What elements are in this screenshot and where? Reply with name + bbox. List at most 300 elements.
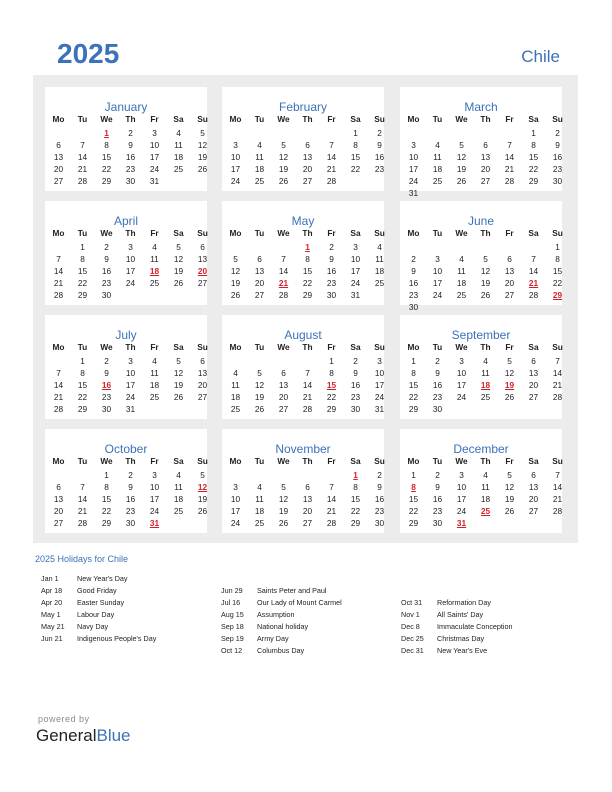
day-cell[interactable]: 18 — [173, 152, 184, 162]
day-cell[interactable]: 26 — [230, 290, 241, 300]
day-cell[interactable]: 7 — [56, 254, 61, 264]
day-cell[interactable]: 21 — [53, 278, 64, 288]
day-cell[interactable]: 27 — [278, 404, 289, 414]
day-cell[interactable]: 3 — [435, 254, 440, 264]
day-cell[interactable]: 19 — [173, 266, 184, 276]
day-cell[interactable]: 5 — [507, 356, 512, 366]
day-cell[interactable]: 8 — [104, 482, 109, 492]
day-cell[interactable]: 23 — [125, 506, 136, 516]
day-cell[interactable]: 18 — [480, 494, 491, 504]
day-cell[interactable]: 12 — [504, 368, 515, 378]
day-cell[interactable]: 15 — [408, 380, 419, 390]
day-cell[interactable]: 11 — [457, 266, 466, 276]
day-cell[interactable]: 15 — [101, 152, 112, 162]
day-cell[interactable]: 7 — [80, 140, 85, 150]
day-cell[interactable]: 4 — [233, 368, 238, 378]
day-cell[interactable]: 2 — [377, 128, 382, 138]
day-cell[interactable]: 26 — [254, 404, 265, 414]
day-cell[interactable]: 20 — [302, 506, 313, 516]
day-cell[interactable]: 16 — [374, 152, 385, 162]
day-cell[interactable]: 1 — [329, 356, 334, 366]
day-cell[interactable]: 23 — [432, 506, 443, 516]
day-cell[interactable]: 31 — [408, 188, 419, 198]
day-cell[interactable]: 28 — [552, 506, 563, 516]
day-cell[interactable]: 5 — [200, 128, 205, 138]
day-cell[interactable]: 27 — [197, 278, 208, 288]
day-cell[interactable]: 14 — [552, 368, 563, 378]
day-cell[interactable]: 11 — [255, 494, 264, 504]
day-cell[interactable]: 25 — [254, 176, 265, 186]
day-cell[interactable]: 10 — [374, 368, 385, 378]
day-cell[interactable]: 25 — [480, 392, 491, 402]
day-cell[interactable]: 31 — [374, 404, 385, 414]
day-cell[interactable]: 9 — [128, 140, 133, 150]
day-cell[interactable]: 23 — [101, 392, 112, 402]
day-cell[interactable]: 8 — [80, 368, 85, 378]
day-cell[interactable]: 6 — [56, 482, 61, 492]
day-cell[interactable]: 18 — [456, 278, 467, 288]
day-cell[interactable]: 16 — [408, 278, 419, 288]
day-cell[interactable]: 28 — [278, 290, 289, 300]
day-cell[interactable]: 1 — [353, 128, 358, 138]
day-cell[interactable]: 8 — [411, 368, 416, 378]
day-cell[interactable]: 20 — [302, 164, 313, 174]
day-cell[interactable]: 21 — [326, 506, 337, 516]
day-cell[interactable]: 17 — [456, 380, 467, 390]
day-cell[interactable]: 6 — [200, 242, 205, 252]
day-cell[interactable]: 2 — [128, 470, 133, 480]
day-cell[interactable]: 29 — [408, 404, 419, 414]
holiday-day[interactable]: 19 — [504, 380, 515, 390]
day-cell[interactable]: 20 — [528, 380, 539, 390]
day-cell[interactable]: 10 — [456, 482, 467, 492]
day-cell[interactable]: 12 — [230, 266, 241, 276]
holiday-day[interactable]: 25 — [480, 506, 491, 516]
day-cell[interactable]: 10 — [125, 254, 136, 264]
day-cell[interactable]: 11 — [433, 152, 442, 162]
day-cell[interactable]: 24 — [456, 392, 467, 402]
day-cell[interactable]: 13 — [197, 254, 208, 264]
day-cell[interactable]: 4 — [152, 356, 157, 366]
day-cell[interactable]: 1 — [80, 242, 85, 252]
holiday-day[interactable]: 15 — [326, 380, 337, 390]
day-cell[interactable]: 20 — [254, 278, 265, 288]
day-cell[interactable]: 7 — [281, 254, 286, 264]
day-cell[interactable]: 28 — [53, 404, 64, 414]
day-cell[interactable]: 28 — [326, 176, 337, 186]
day-cell[interactable]: 7 — [507, 140, 512, 150]
day-cell[interactable]: 17 — [230, 164, 241, 174]
day-cell[interactable]: 7 — [305, 368, 310, 378]
day-cell[interactable]: 24 — [374, 392, 385, 402]
day-cell[interactable]: 25 — [149, 392, 160, 402]
day-cell[interactable]: 25 — [230, 404, 241, 414]
day-cell[interactable]: 10 — [149, 140, 160, 150]
day-cell[interactable]: 14 — [302, 380, 313, 390]
day-cell[interactable]: 7 — [80, 482, 85, 492]
day-cell[interactable]: 18 — [432, 164, 443, 174]
day-cell[interactable]: 13 — [278, 380, 289, 390]
day-cell[interactable]: 12 — [278, 152, 289, 162]
day-cell[interactable]: 7 — [531, 254, 536, 264]
day-cell[interactable]: 27 — [302, 176, 313, 186]
day-cell[interactable]: 10 — [125, 368, 136, 378]
day-cell[interactable]: 13 — [197, 368, 208, 378]
day-cell[interactable]: 11 — [150, 254, 159, 264]
day-cell[interactable]: 11 — [375, 254, 384, 264]
day-cell[interactable]: 22 — [326, 392, 337, 402]
holiday-day[interactable]: 29 — [552, 290, 563, 300]
day-cell[interactable]: 26 — [173, 392, 184, 402]
day-cell[interactable]: 22 — [350, 164, 361, 174]
day-cell[interactable]: 4 — [176, 128, 181, 138]
day-cell[interactable]: 30 — [101, 404, 112, 414]
day-cell[interactable]: 7 — [329, 140, 334, 150]
day-cell[interactable]: 20 — [504, 278, 515, 288]
day-cell[interactable]: 21 — [302, 392, 313, 402]
day-cell[interactable]: 10 — [230, 494, 241, 504]
day-cell[interactable]: 28 — [528, 290, 539, 300]
day-cell[interactable]: 16 — [125, 152, 136, 162]
day-cell[interactable]: 7 — [555, 470, 560, 480]
day-cell[interactable]: 12 — [504, 482, 515, 492]
day-cell[interactable]: 28 — [326, 518, 337, 528]
day-cell[interactable]: 13 — [528, 482, 539, 492]
day-cell[interactable]: 29 — [77, 404, 88, 414]
day-cell[interactable]: 29 — [408, 518, 419, 528]
day-cell[interactable]: 30 — [374, 518, 385, 528]
day-cell[interactable]: 14 — [53, 266, 64, 276]
day-cell[interactable]: 9 — [353, 368, 358, 378]
day-cell[interactable]: 5 — [459, 140, 464, 150]
day-cell[interactable]: 24 — [456, 506, 467, 516]
day-cell[interactable]: 30 — [125, 176, 136, 186]
day-cell[interactable]: 21 — [326, 164, 337, 174]
day-cell[interactable]: 7 — [555, 356, 560, 366]
day-cell[interactable]: 29 — [350, 518, 361, 528]
day-cell[interactable]: 10 — [230, 152, 241, 162]
day-cell[interactable]: 26 — [173, 278, 184, 288]
day-cell[interactable]: 4 — [483, 470, 488, 480]
day-cell[interactable]: 24 — [125, 392, 136, 402]
day-cell[interactable]: 2 — [104, 242, 109, 252]
day-cell[interactable]: 26 — [278, 176, 289, 186]
day-cell[interactable]: 5 — [507, 470, 512, 480]
holiday-day[interactable]: 1 — [305, 242, 310, 252]
day-cell[interactable]: 22 — [408, 392, 419, 402]
day-cell[interactable]: 2 — [377, 470, 382, 480]
day-cell[interactable]: 24 — [149, 506, 160, 516]
day-cell[interactable]: 26 — [197, 164, 208, 174]
day-cell[interactable]: 1 — [411, 356, 416, 366]
holiday-day[interactable]: 20 — [197, 266, 208, 276]
day-cell[interactable]: 9 — [128, 482, 133, 492]
day-cell[interactable]: 2 — [353, 356, 358, 366]
day-cell[interactable]: 27 — [504, 290, 515, 300]
day-cell[interactable]: 3 — [152, 470, 157, 480]
day-cell[interactable]: 17 — [456, 494, 467, 504]
day-cell[interactable]: 12 — [480, 266, 491, 276]
day-cell[interactable]: 29 — [101, 176, 112, 186]
day-cell[interactable]: 5 — [176, 242, 181, 252]
day-cell[interactable]: 12 — [254, 380, 265, 390]
day-cell[interactable]: 2 — [435, 356, 440, 366]
day-cell[interactable]: 12 — [278, 494, 289, 504]
day-cell[interactable]: 2 — [555, 128, 560, 138]
day-cell[interactable]: 14 — [552, 482, 563, 492]
day-cell[interactable]: 25 — [173, 506, 184, 516]
day-cell[interactable]: 14 — [504, 152, 515, 162]
day-cell[interactable]: 30 — [552, 176, 563, 186]
day-cell[interactable]: 15 — [302, 266, 313, 276]
day-cell[interactable]: 22 — [77, 392, 88, 402]
day-cell[interactable]: 21 — [53, 392, 64, 402]
day-cell[interactable]: 28 — [77, 176, 88, 186]
day-cell[interactable]: 15 — [408, 494, 419, 504]
day-cell[interactable]: 9 — [435, 368, 440, 378]
day-cell[interactable]: 14 — [77, 494, 88, 504]
day-cell[interactable]: 3 — [233, 140, 238, 150]
day-cell[interactable]: 4 — [377, 242, 382, 252]
day-cell[interactable]: 26 — [504, 392, 515, 402]
day-cell[interactable]: 1 — [411, 470, 416, 480]
day-cell[interactable]: 11 — [174, 140, 183, 150]
day-cell[interactable]: 17 — [125, 266, 136, 276]
day-cell[interactable]: 28 — [302, 404, 313, 414]
day-cell[interactable]: 2 — [128, 128, 133, 138]
day-cell[interactable]: 10 — [456, 368, 467, 378]
day-cell[interactable]: 24 — [230, 176, 241, 186]
day-cell[interactable]: 16 — [326, 266, 337, 276]
day-cell[interactable]: 29 — [101, 518, 112, 528]
day-cell[interactable]: 8 — [353, 482, 358, 492]
day-cell[interactable]: 15 — [350, 152, 361, 162]
day-cell[interactable]: 23 — [432, 392, 443, 402]
day-cell[interactable]: 1 — [555, 242, 560, 252]
day-cell[interactable]: 3 — [353, 242, 358, 252]
day-cell[interactable]: 23 — [350, 392, 361, 402]
day-cell[interactable]: 14 — [326, 494, 337, 504]
day-cell[interactable]: 9 — [329, 254, 334, 264]
day-cell[interactable]: 22 — [77, 278, 88, 288]
day-cell[interactable]: 3 — [233, 482, 238, 492]
day-cell[interactable]: 24 — [149, 164, 160, 174]
day-cell[interactable]: 21 — [552, 380, 563, 390]
day-cell[interactable]: 24 — [125, 278, 136, 288]
day-cell[interactable]: 11 — [231, 380, 240, 390]
day-cell[interactable]: 3 — [459, 356, 464, 366]
day-cell[interactable]: 25 — [374, 278, 385, 288]
day-cell[interactable]: 30 — [101, 290, 112, 300]
day-cell[interactable]: 20 — [278, 392, 289, 402]
day-cell[interactable]: 23 — [125, 164, 136, 174]
day-cell[interactable]: 16 — [552, 152, 563, 162]
day-cell[interactable]: 8 — [531, 140, 536, 150]
day-cell[interactable]: 8 — [305, 254, 310, 264]
day-cell[interactable]: 12 — [173, 368, 184, 378]
holiday-day[interactable]: 18 — [480, 380, 491, 390]
day-cell[interactable]: 10 — [408, 152, 419, 162]
day-cell[interactable]: 21 — [552, 494, 563, 504]
day-cell[interactable]: 4 — [257, 482, 262, 492]
day-cell[interactable]: 30 — [432, 518, 443, 528]
day-cell[interactable]: 15 — [101, 494, 112, 504]
day-cell[interactable]: 12 — [197, 140, 208, 150]
day-cell[interactable]: 15 — [77, 380, 88, 390]
day-cell[interactable]: 6 — [281, 368, 286, 378]
day-cell[interactable]: 18 — [230, 392, 241, 402]
holiday-day[interactable]: 16 — [101, 380, 112, 390]
day-cell[interactable]: 17 — [408, 164, 419, 174]
day-cell[interactable]: 19 — [278, 506, 289, 516]
day-cell[interactable]: 28 — [552, 392, 563, 402]
day-cell[interactable]: 3 — [459, 470, 464, 480]
day-cell[interactable]: 1 — [104, 470, 109, 480]
day-cell[interactable]: 18 — [374, 266, 385, 276]
day-cell[interactable]: 12 — [456, 152, 467, 162]
day-cell[interactable]: 17 — [149, 494, 160, 504]
day-cell[interactable]: 9 — [104, 254, 109, 264]
day-cell[interactable]: 6 — [257, 254, 262, 264]
day-cell[interactable]: 30 — [432, 404, 443, 414]
day-cell[interactable]: 17 — [230, 506, 241, 516]
day-cell[interactable]: 13 — [302, 152, 313, 162]
day-cell[interactable]: 13 — [53, 494, 64, 504]
day-cell[interactable]: 4 — [176, 470, 181, 480]
day-cell[interactable]: 25 — [254, 518, 265, 528]
day-cell[interactable]: 19 — [173, 380, 184, 390]
holiday-day[interactable]: 21 — [528, 278, 539, 288]
brand-logo[interactable] — [36, 726, 131, 746]
holiday-day[interactable]: 1 — [353, 470, 358, 480]
day-cell[interactable]: 14 — [326, 152, 337, 162]
day-cell[interactable]: 18 — [149, 380, 160, 390]
day-cell[interactable]: 19 — [197, 152, 208, 162]
day-cell[interactable]: 3 — [128, 356, 133, 366]
day-cell[interactable]: 25 — [432, 176, 443, 186]
day-cell[interactable]: 6 — [305, 140, 310, 150]
day-cell[interactable]: 9 — [377, 140, 382, 150]
day-cell[interactable]: 25 — [173, 164, 184, 174]
holiday-day[interactable]: 1 — [104, 128, 109, 138]
day-cell[interactable]: 11 — [481, 368, 490, 378]
day-cell[interactable]: 31 — [350, 290, 361, 300]
day-cell[interactable]: 2 — [104, 356, 109, 366]
day-cell[interactable]: 13 — [480, 152, 491, 162]
day-cell[interactable]: 10 — [350, 254, 361, 264]
day-cell[interactable]: 16 — [125, 494, 136, 504]
day-cell[interactable]: 16 — [350, 380, 361, 390]
day-cell[interactable]: 31 — [149, 176, 160, 186]
day-cell[interactable]: 13 — [528, 368, 539, 378]
day-cell[interactable]: 4 — [152, 242, 157, 252]
day-cell[interactable]: 5 — [200, 470, 205, 480]
holiday-day[interactable]: 21 — [278, 278, 289, 288]
day-cell[interactable]: 5 — [281, 482, 286, 492]
day-cell[interactable]: 17 — [125, 380, 136, 390]
day-cell[interactable]: 15 — [528, 152, 539, 162]
day-cell[interactable]: 8 — [353, 140, 358, 150]
day-cell[interactable]: 14 — [77, 152, 88, 162]
day-cell[interactable]: 19 — [254, 392, 265, 402]
day-cell[interactable]: 8 — [104, 140, 109, 150]
day-cell[interactable]: 21 — [77, 506, 88, 516]
day-cell[interactable]: 30 — [350, 404, 361, 414]
day-cell[interactable]: 27 — [197, 392, 208, 402]
day-cell[interactable]: 26 — [197, 506, 208, 516]
day-cell[interactable]: 17 — [374, 380, 385, 390]
day-cell[interactable]: 5 — [257, 368, 262, 378]
day-cell[interactable]: 19 — [197, 494, 208, 504]
day-cell[interactable]: 5 — [483, 254, 488, 264]
day-cell[interactable]: 20 — [53, 164, 64, 174]
day-cell[interactable]: 2 — [329, 242, 334, 252]
day-cell[interactable]: 22 — [101, 164, 112, 174]
day-cell[interactable]: 19 — [504, 494, 515, 504]
day-cell[interactable]: 28 — [77, 518, 88, 528]
day-cell[interactable]: 6 — [56, 140, 61, 150]
day-cell[interactable]: 15 — [552, 266, 563, 276]
day-cell[interactable]: 14 — [53, 380, 64, 390]
day-cell[interactable]: 29 — [326, 404, 337, 414]
day-cell[interactable]: 3 — [152, 128, 157, 138]
day-cell[interactable]: 15 — [350, 494, 361, 504]
holiday-day[interactable]: 31 — [456, 518, 467, 528]
day-cell[interactable]: 27 — [480, 176, 491, 186]
day-cell[interactable]: 6 — [200, 356, 205, 366]
day-cell[interactable]: 3 — [377, 356, 382, 366]
day-cell[interactable]: 11 — [174, 482, 183, 492]
day-cell[interactable]: 21 — [77, 164, 88, 174]
day-cell[interactable]: 6 — [531, 356, 536, 366]
holiday-day[interactable]: 18 — [149, 266, 160, 276]
day-cell[interactable]: 6 — [507, 254, 512, 264]
day-cell[interactable]: 1 — [531, 128, 536, 138]
day-cell[interactable]: 11 — [255, 152, 264, 162]
day-cell[interactable]: 6 — [483, 140, 488, 150]
day-cell[interactable]: 6 — [531, 470, 536, 480]
day-cell[interactable]: 27 — [53, 176, 64, 186]
day-cell[interactable]: 23 — [101, 278, 112, 288]
day-cell[interactable]: 17 — [149, 152, 160, 162]
day-cell[interactable]: 14 — [528, 266, 539, 276]
day-cell[interactable]: 6 — [305, 482, 310, 492]
day-cell[interactable]: 20 — [480, 164, 491, 174]
day-cell[interactable]: 9 — [555, 140, 560, 150]
day-cell[interactable]: 17 — [350, 266, 361, 276]
day-cell[interactable]: 7 — [329, 482, 334, 492]
day-cell[interactable]: 29 — [302, 290, 313, 300]
day-cell[interactable]: 22 — [552, 278, 563, 288]
day-cell[interactable]: 4 — [257, 140, 262, 150]
day-cell[interactable]: 8 — [329, 368, 334, 378]
day-cell[interactable]: 13 — [53, 152, 64, 162]
day-cell[interactable]: 24 — [408, 176, 419, 186]
day-cell[interactable]: 4 — [435, 140, 440, 150]
day-cell[interactable]: 27 — [53, 518, 64, 528]
day-cell[interactable]: 31 — [125, 404, 136, 414]
day-cell[interactable]: 27 — [302, 518, 313, 528]
day-cell[interactable]: 7 — [56, 368, 61, 378]
day-cell[interactable]: 5 — [233, 254, 238, 264]
day-cell[interactable]: 26 — [278, 518, 289, 528]
day-cell[interactable]: 26 — [504, 506, 515, 516]
day-cell[interactable]: 28 — [53, 290, 64, 300]
day-cell[interactable]: 30 — [326, 290, 337, 300]
day-cell[interactable]: 22 — [408, 506, 419, 516]
day-cell[interactable]: 24 — [230, 518, 241, 528]
day-cell[interactable]: 29 — [77, 290, 88, 300]
